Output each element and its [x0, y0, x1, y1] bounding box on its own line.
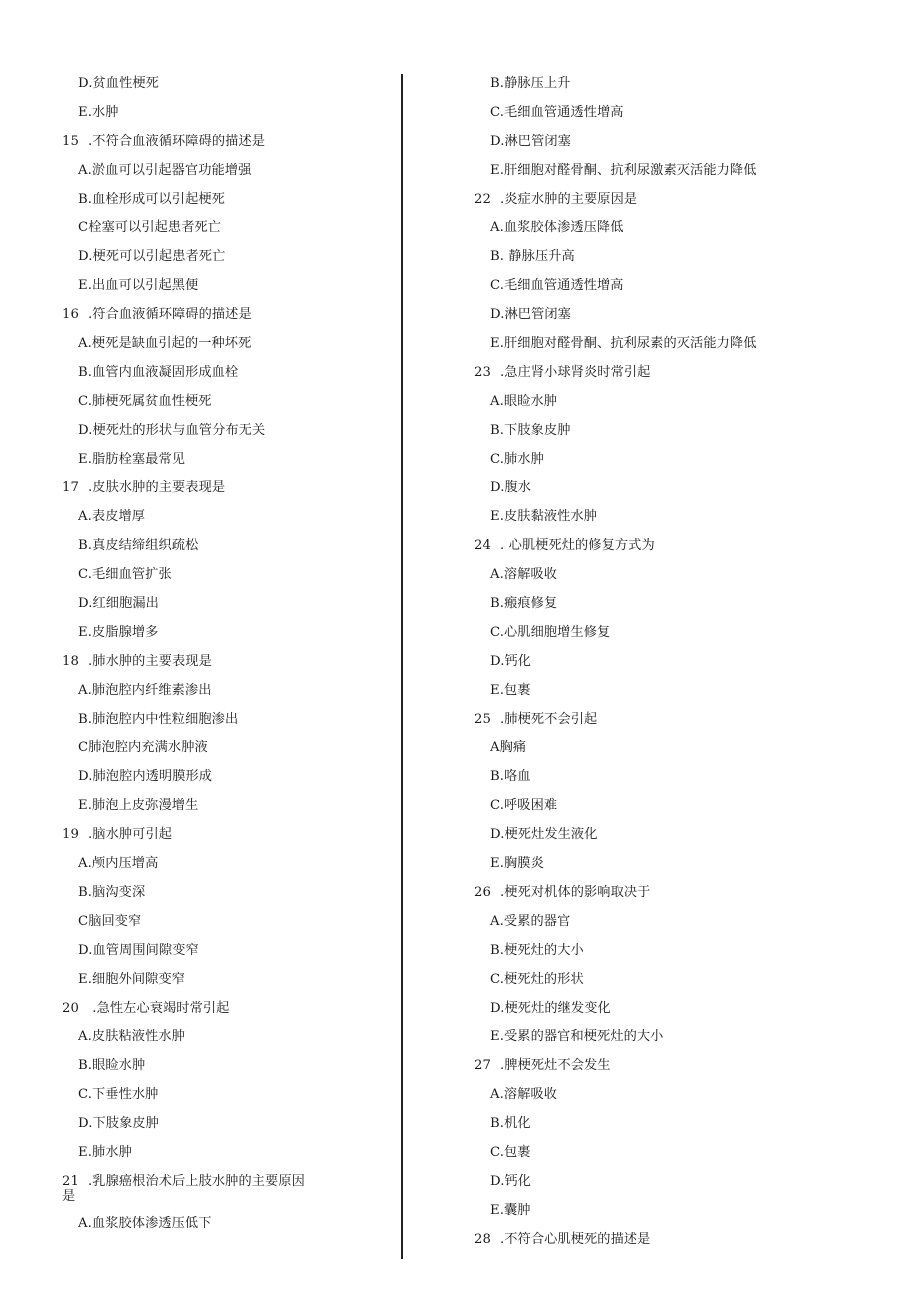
answer-option	[474, 648, 874, 677]
column-divider	[401, 74, 403, 1259]
answer-option	[474, 937, 874, 966]
question-text: .皮肤水肿的主要表现是	[88, 480, 226, 496]
option-text: E.肝细胞对醛骨酮、抗利尿素的灭活能力降低	[490, 336, 757, 352]
question	[474, 359, 874, 388]
answer-option	[474, 388, 874, 417]
question-number: 26	[474, 884, 491, 900]
answer-option	[62, 70, 362, 99]
question-text: .炎症水肿的主要原因是	[500, 191, 638, 207]
answer-option	[474, 995, 874, 1024]
question	[62, 1168, 362, 1210]
option-text: B.瘢痕修复	[490, 596, 558, 612]
answer-option	[62, 359, 362, 388]
answer-option	[474, 330, 874, 359]
answer-option	[474, 792, 874, 821]
option-text: E.脂肪栓塞最常见	[78, 451, 186, 467]
option-text: E.肺泡上皮弥漫增生	[78, 798, 199, 814]
answer-option	[474, 619, 874, 648]
question-text: .符合血液循环障碍的描述是	[88, 307, 252, 323]
answer-option	[474, 128, 874, 157]
option-text: C.呼吸困难	[490, 798, 558, 814]
answer-option	[474, 301, 874, 330]
question-number: 20	[62, 1000, 79, 1016]
option-text: B.下肢象皮肿	[490, 422, 571, 438]
option-text: B.脑沟变深	[78, 884, 146, 900]
option-text: D.淋巴管闭塞	[490, 307, 571, 323]
option-text: C.心肌细胞增生修复	[490, 624, 611, 640]
question-number: 28	[474, 1231, 491, 1247]
answer-option	[62, 792, 362, 821]
answer-option	[62, 590, 362, 619]
option-text: B.血栓形成可以引起梗死	[78, 191, 225, 207]
answer-option	[62, 243, 362, 272]
answer-option	[474, 1110, 874, 1139]
option-text: D.贫血性梗死	[78, 76, 159, 91]
option-text: E.囊肿	[490, 1202, 531, 1218]
option-text: E.胸膜炎	[490, 856, 544, 872]
right-column	[474, 70, 874, 1255]
question	[474, 1052, 874, 1081]
question-text: .脑水肿可引起	[88, 827, 173, 843]
option-text: E.水肿	[78, 104, 119, 120]
question-text: . 心肌梗死灶的修复方式为	[500, 538, 655, 554]
answer-option	[62, 1110, 362, 1139]
question-number: 15	[62, 133, 79, 149]
answer-option	[62, 561, 362, 590]
answer-option	[474, 734, 874, 763]
question	[62, 128, 362, 157]
option-text: A.眼睑水肿	[490, 393, 558, 409]
answer-option	[474, 214, 874, 243]
question-text: .不符合心肌梗死的描述是	[500, 1231, 651, 1247]
option-text: D.梗死灶的继发变化	[490, 1000, 611, 1016]
answer-option	[62, 850, 362, 879]
question-text: .梗死对机体的影响取决于	[500, 884, 651, 900]
question	[62, 821, 362, 850]
option-text: A.血浆胶体渗透压降低	[490, 220, 624, 236]
question-text-continued: 是	[62, 1188, 76, 1204]
question-number: 24	[474, 538, 491, 554]
answer-option	[474, 99, 874, 128]
answer-option	[474, 243, 874, 272]
option-text: E.受累的器官和梗死灶的大小	[490, 1029, 664, 1045]
option-text: A.梗死是缺血引起的一种坏死	[78, 336, 252, 352]
answer-option	[62, 1210, 362, 1239]
answer-option	[474, 763, 874, 792]
option-text: E.肝细胞对醛骨酮、抗利尿激素灭活能力降低	[490, 162, 757, 178]
option-text: B.咯血	[490, 769, 531, 785]
option-text: B.眼睑水肿	[78, 1058, 146, 1074]
option-text: A.淤血可以引起器官功能增强	[78, 162, 252, 178]
answer-option	[474, 1168, 874, 1197]
question-number: 22	[474, 191, 491, 207]
question	[62, 995, 362, 1024]
option-text: A.溶解吸收	[490, 1087, 558, 1103]
question-text: .肺水肿的主要表现是	[88, 653, 212, 669]
question-number: 25	[474, 711, 491, 727]
option-text: D.腹水	[490, 480, 532, 496]
option-text: D.梗死灶发生液化	[490, 827, 598, 843]
answer-option	[474, 821, 874, 850]
answer-option	[62, 879, 362, 908]
option-text: C.毛细血管通透性增高	[490, 278, 624, 294]
answer-option	[62, 1081, 362, 1110]
answer-option	[62, 532, 362, 561]
option-text: B.真皮结缔组织疏松	[78, 538, 199, 554]
question-number: 19	[62, 827, 79, 843]
answer-option	[474, 966, 874, 995]
question-number: 17	[62, 480, 79, 496]
option-text: D.钙化	[490, 1173, 532, 1189]
question	[474, 706, 874, 735]
option-text: E.皮肤黏液性水肿	[490, 509, 598, 525]
answer-option	[62, 1052, 362, 1081]
option-text: C.肺水肿	[490, 451, 544, 467]
option-text: B.静脉压上升	[490, 76, 571, 91]
question-text: .乳腺癌根治术后上肢水肿的主要原因	[88, 1173, 305, 1189]
answer-option	[474, 850, 874, 879]
question	[62, 648, 362, 677]
option-text: C栓塞可以引起患者死亡	[78, 220, 222, 236]
answer-option	[474, 1197, 874, 1226]
option-text: B. 静脉压升高	[490, 249, 575, 265]
question-number: 23	[474, 364, 491, 380]
option-text: C.梗死灶的形状	[490, 971, 584, 987]
answer-option	[62, 272, 362, 301]
answer-option	[62, 388, 362, 417]
option-text: A.受累的器官	[490, 913, 571, 929]
answer-option	[474, 503, 874, 532]
answer-option	[62, 417, 362, 446]
answer-option	[474, 1139, 874, 1168]
answer-option	[62, 157, 362, 186]
option-text: C.肺梗死属贫血性梗死	[78, 393, 212, 409]
question-text: .脾梗死灶不会发生	[500, 1058, 611, 1074]
option-text: E.包裹	[490, 682, 531, 698]
option-text: E.出血可以引起黑便	[78, 278, 199, 294]
answer-option	[474, 272, 874, 301]
question-text: .急庄肾小球肾炎时常引起	[500, 364, 651, 380]
option-text: D.肺泡腔内透明膜形成	[78, 769, 213, 785]
answer-option	[474, 70, 874, 99]
answer-option	[474, 474, 874, 503]
answer-option	[474, 1081, 874, 1110]
answer-option	[62, 677, 362, 706]
answer-option	[62, 446, 362, 475]
option-text: D.梗死灶的形状与血管分布无关	[78, 422, 266, 438]
option-text: B.机化	[490, 1116, 531, 1132]
question-number: 27	[474, 1058, 491, 1074]
question	[474, 532, 874, 561]
question-text: .急性左心衰竭时常引起	[88, 1000, 230, 1016]
option-text: D.下肢象皮肿	[78, 1116, 159, 1132]
question	[62, 474, 362, 503]
option-text: A.表皮增厚	[78, 509, 146, 525]
option-text: B.血管内血液凝固形成血栓	[78, 364, 239, 380]
answer-option	[474, 677, 874, 706]
option-text: C.毛细血管通透性增高	[490, 104, 624, 120]
option-text: B.梗死灶的大小	[490, 942, 584, 958]
question-text: .不符合血液循环障碍的描述是	[88, 133, 266, 149]
answer-option	[62, 937, 362, 966]
option-text: D.钙化	[490, 653, 532, 669]
question	[474, 879, 874, 908]
question-text: .肺梗死不会引起	[500, 711, 598, 727]
option-text: B.肺泡腔内中性粒细胞渗出	[78, 711, 239, 727]
answer-option	[62, 503, 362, 532]
option-text: D.血管周围间隙变窄	[78, 942, 199, 958]
option-text: E.细胞外间隙变窄	[78, 971, 186, 987]
answer-option	[62, 1139, 362, 1168]
answer-option	[62, 908, 362, 937]
answer-option	[62, 619, 362, 648]
option-text: D.梗死可以引起患者死亡	[78, 249, 226, 265]
question-number: 21	[62, 1173, 79, 1189]
answer-option	[62, 1023, 362, 1052]
question	[474, 1226, 874, 1255]
option-text: A.皮肤粘液性水肿	[78, 1029, 185, 1045]
option-text: C.毛细血管扩张	[78, 567, 172, 583]
answer-option	[474, 1023, 874, 1052]
answer-option	[474, 908, 874, 937]
question	[62, 301, 362, 330]
option-text: E.皮脂腺增多	[78, 624, 159, 640]
option-text: A.颅内压增高	[78, 856, 159, 872]
question	[474, 186, 874, 215]
option-text: C.包裹	[490, 1144, 531, 1160]
answer-option	[62, 214, 362, 243]
answer-option	[474, 157, 874, 186]
option-text: E.肺水肿	[78, 1144, 132, 1160]
question-number: 16	[62, 307, 79, 323]
answer-option	[62, 99, 362, 128]
answer-option	[474, 561, 874, 590]
answer-option	[474, 446, 874, 475]
answer-option	[62, 763, 362, 792]
option-text: C.下垂性水肿	[78, 1087, 159, 1103]
option-text: D.红细胞漏出	[78, 596, 159, 612]
answer-option	[474, 417, 874, 446]
option-text: A.溶解吸收	[490, 567, 558, 583]
answer-option	[62, 706, 362, 735]
question-number: 18	[62, 653, 79, 669]
answer-option	[62, 734, 362, 763]
answer-option	[62, 186, 362, 215]
answer-option	[474, 590, 874, 619]
option-text: C肺泡腔内充满水肿液	[78, 740, 208, 756]
answer-option	[62, 330, 362, 359]
option-text: A.肺泡腔内纤维素渗出	[78, 682, 212, 698]
option-text: A.血浆胶体渗透压低下	[78, 1215, 212, 1231]
answer-option	[62, 966, 362, 995]
option-text: A胸痛	[490, 740, 527, 756]
option-text: C脑回变窄	[78, 913, 142, 929]
option-text: D.淋巴管闭塞	[490, 133, 571, 149]
left-column	[62, 70, 362, 1239]
